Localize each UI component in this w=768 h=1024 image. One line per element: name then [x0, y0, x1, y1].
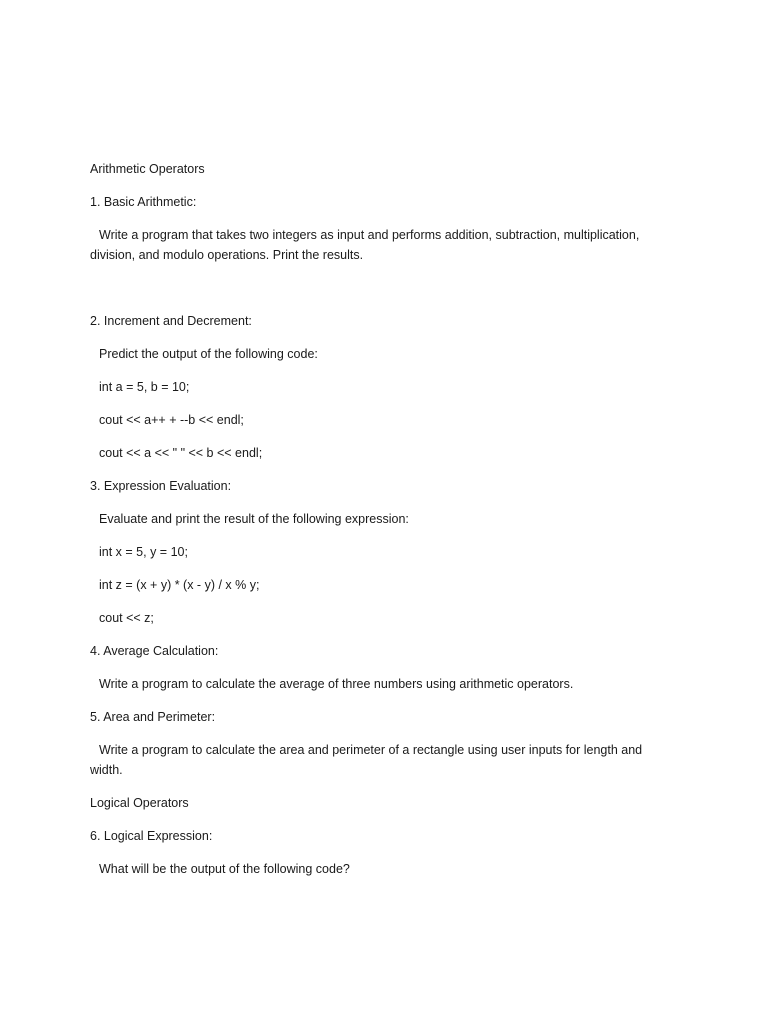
code-line: int x = 5, y = 10;: [99, 545, 188, 559]
code-line: int a = 5, b = 10;: [99, 380, 190, 394]
document-body: [90, 159, 670, 892]
question-heading-6: 6. Logical Expression:: [90, 829, 213, 843]
question-text-1: Write a program that takes two integers as input and performs addition, subtraction, multiplication, division, and modulo operations. Print the results.: [90, 228, 643, 262]
code-line: cout << z;: [99, 611, 154, 625]
code-line: cout << a++ + --b << endl;: [99, 413, 244, 427]
question-text-3: Evaluate and print the result of the following expression:: [99, 512, 409, 526]
question-heading-1: 1. Basic Arithmetic:: [90, 195, 197, 209]
code-line: int z = (x + y) * (x - y) / x % y;: [99, 578, 260, 592]
question-heading-2: 2. Increment and Decrement:: [90, 314, 252, 328]
question-text-4: Write a program to calculate the average of three numbers using arithmetic operators.: [99, 677, 574, 691]
question-text-5: Write a program to calculate the area and perimeter of a rectangle using user inputs for length and width.: [90, 743, 646, 777]
question-text-2: Predict the output of the following code:: [99, 347, 318, 361]
question-text-6: What will be the output of the following code?: [99, 862, 350, 876]
question-heading-4: 4. Average Calculation:: [90, 644, 219, 658]
code-line: cout << a << " " << b << endl;: [99, 446, 263, 460]
section-heading-logical: Logical Operators: [90, 796, 189, 810]
section-heading-arithmetic: Arithmetic Operators: [90, 162, 205, 176]
question-heading-3: 3. Expression Evaluation:: [90, 479, 232, 493]
question-heading-5: 5. Area and Perimeter:: [90, 710, 216, 724]
